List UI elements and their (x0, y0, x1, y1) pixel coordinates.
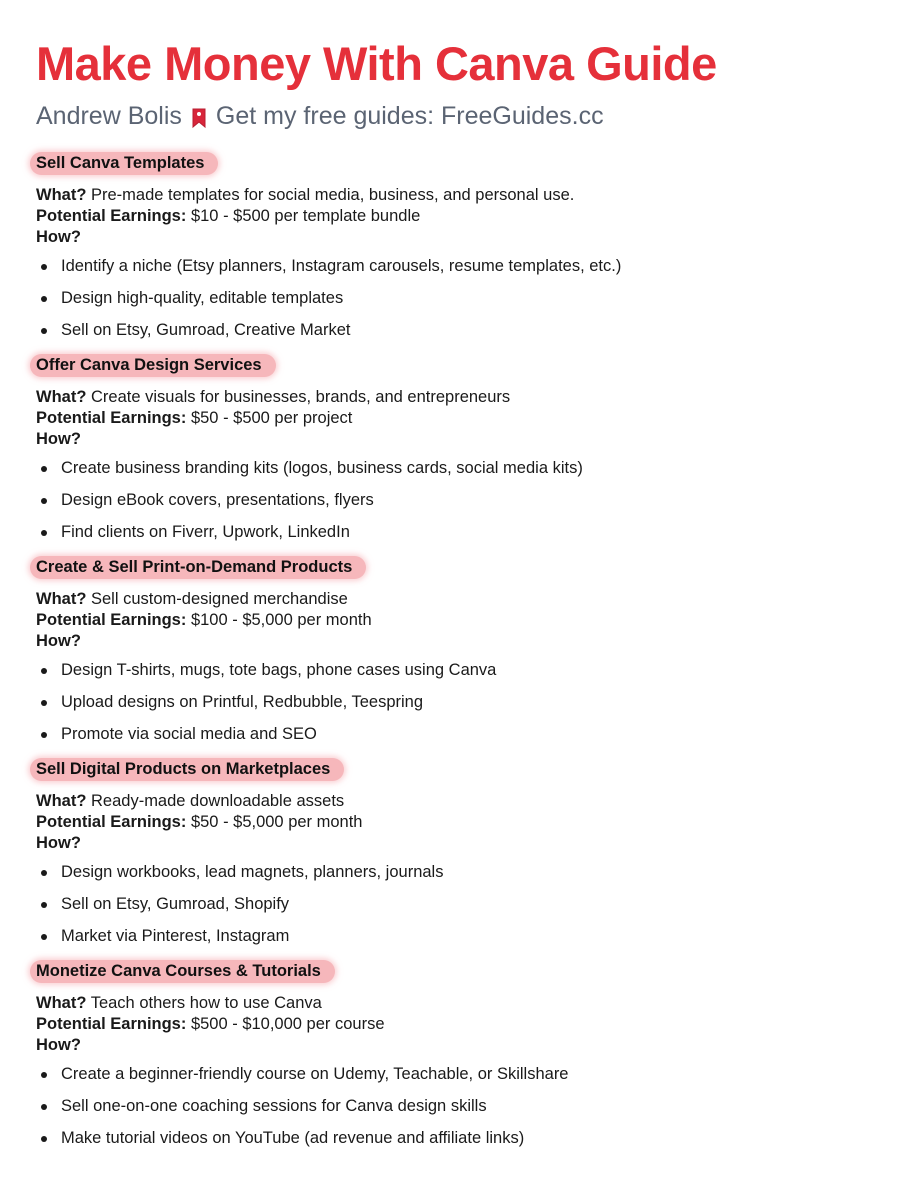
list-item-text: Sell on Etsy, Gumroad, Creative Market (61, 321, 351, 339)
what-line-value: Pre-made templates for social media, business, and personal use. (91, 186, 575, 204)
what-line-value: Teach others how to use Canva (90, 994, 322, 1012)
what-line-label: What? (36, 388, 87, 406)
how-list (36, 660, 876, 745)
how-list (36, 256, 876, 341)
earnings-line (36, 206, 876, 227)
list-item (36, 320, 876, 341)
what-line (36, 791, 876, 812)
guide-page (36, 36, 876, 132)
how-line (36, 429, 876, 450)
how-list (36, 458, 876, 543)
how-line-label: How? (36, 632, 81, 650)
list-item-text: Identify a niche (Etsy planners, Instagram carousels, resume templates, etc.) (61, 257, 622, 275)
section-heading-text: Monetize Canva Courses & Tutorials (36, 962, 321, 980)
bullet-icon (41, 902, 47, 908)
earnings-line-label: Potential Earnings: (36, 409, 187, 427)
section-heading (36, 151, 214, 175)
how-line (36, 631, 876, 652)
what-line (36, 387, 876, 408)
how-line-label: How? (36, 834, 81, 852)
how-line-label: How? (36, 1036, 81, 1054)
section (36, 353, 876, 554)
list-item-text: Create business branding kits (logos, business cards, social media kits) (61, 459, 583, 477)
how-line (36, 227, 876, 248)
list-item (36, 1128, 876, 1149)
bullet-icon (41, 1072, 47, 1078)
list-item (36, 1096, 876, 1117)
list-item-text: Design workbooks, lead magnets, planners, journals (61, 863, 444, 881)
section (36, 151, 876, 352)
what-line-value: Create visuals for businesses, brands, and entrepreneurs (91, 388, 511, 406)
list-item (36, 692, 876, 713)
earnings-line-value: $500 - $10,000 per course (190, 1015, 385, 1033)
list-item (36, 862, 876, 883)
list-item-text: Design T-shirts, mugs, tote bags, phone cases using Canva (61, 661, 497, 679)
list-item (36, 490, 876, 511)
how-line-label: How? (36, 430, 81, 448)
section-heading-text: Sell Digital Products on Marketplaces (36, 760, 331, 778)
earnings-line-label: Potential Earnings: (36, 207, 187, 225)
list-item (36, 256, 876, 277)
section (36, 757, 876, 958)
list-item (36, 458, 876, 479)
section (36, 555, 876, 756)
earnings-line-label: Potential Earnings: (36, 1015, 187, 1033)
how-line (36, 833, 876, 854)
bullet-icon (41, 264, 47, 270)
list-item (36, 660, 876, 681)
bullet-icon (41, 328, 47, 334)
subtitle (36, 100, 876, 132)
what-line-label: What? (36, 590, 87, 608)
list-item-text: Upload designs on Printful, Redbubble, Teespring (61, 693, 424, 711)
section-heading-text: Create & Sell Print-on-Demand Products (36, 558, 353, 576)
section-meta (36, 387, 876, 450)
bullet-icon (41, 296, 47, 302)
section-meta (36, 589, 876, 652)
earnings-line (36, 1014, 876, 1035)
list-item-text: Find clients on Fiverr, Upwork, LinkedIn (61, 523, 350, 541)
earnings-line-label: Potential Earnings: (36, 611, 187, 629)
section-heading (36, 959, 331, 983)
section-heading (36, 555, 362, 579)
section-heading (36, 757, 340, 781)
list-item-text: Sell one-on-one coaching sessions for Canva design skills (61, 1097, 487, 1115)
earnings-line-value: $50 - $500 per project (190, 409, 353, 427)
what-line-label: What? (36, 994, 87, 1012)
what-line-value: Ready-made downloadable assets (91, 792, 345, 810)
how-line (36, 1035, 876, 1056)
section (36, 959, 876, 1160)
bullet-icon (41, 498, 47, 504)
bullet-icon (41, 466, 47, 472)
list-item-text: Design high-quality, editable templates (61, 289, 344, 307)
author-name: Andrew Bolis (36, 102, 182, 130)
how-list (36, 862, 876, 947)
page-title: Make Money With Canva Guide (36, 37, 717, 90)
bullet-icon (41, 668, 47, 674)
earnings-line (36, 610, 876, 631)
how-line-label: How? (36, 228, 81, 246)
section-meta (36, 993, 876, 1056)
list-item (36, 894, 876, 915)
what-line-label: What? (36, 186, 87, 204)
bullet-icon (41, 870, 47, 876)
what-line-label: What? (36, 792, 87, 810)
what-line-value: Sell custom-designed merchandise (91, 590, 348, 608)
what-line (36, 589, 876, 610)
section-meta (36, 185, 876, 248)
what-line (36, 993, 876, 1014)
what-line (36, 185, 876, 206)
how-list (36, 1064, 876, 1149)
earnings-line-label: Potential Earnings: (36, 813, 187, 831)
list-item (36, 522, 876, 543)
list-item-text: Sell on Etsy, Gumroad, Shopify (61, 895, 290, 913)
list-item-text: Create a beginner-friendly course on Udemy, Teachable, or Skillshare (61, 1065, 569, 1083)
bullet-icon (41, 1104, 47, 1110)
section-heading (36, 353, 272, 377)
list-item (36, 1064, 876, 1085)
list-item-text: Market via Pinterest, Instagram (61, 927, 290, 945)
bookmark-icon (190, 105, 208, 127)
bullet-icon (41, 732, 47, 738)
list-item-text: Promote via social media and SEO (61, 725, 317, 743)
list-item (36, 288, 876, 309)
earnings-line (36, 408, 876, 429)
earnings-line-value: $10 - $500 per template bundle (190, 207, 421, 225)
section-heading-text: Sell Canva Templates (36, 154, 205, 172)
earnings-line (36, 812, 876, 833)
earnings-line-value: $100 - $5,000 per month (190, 611, 372, 629)
list-item (36, 724, 876, 745)
free-guides-link[interactable]: Get my free guides: FreeGuides.cc (215, 102, 604, 130)
earnings-line-value: $50 - $5,000 per month (190, 813, 363, 831)
list-item-text: Design eBook covers, presentations, flyers (61, 491, 374, 509)
section-heading-text: Offer Canva Design Services (36, 356, 262, 374)
bullet-icon (41, 934, 47, 940)
section-meta (36, 791, 876, 854)
list-item (36, 926, 876, 947)
bullet-icon (41, 700, 47, 706)
bullet-icon (41, 1136, 47, 1142)
list-item-text: Make tutorial videos on YouTube (ad revenue and affiliate links) (61, 1129, 525, 1147)
bullet-icon (41, 530, 47, 536)
